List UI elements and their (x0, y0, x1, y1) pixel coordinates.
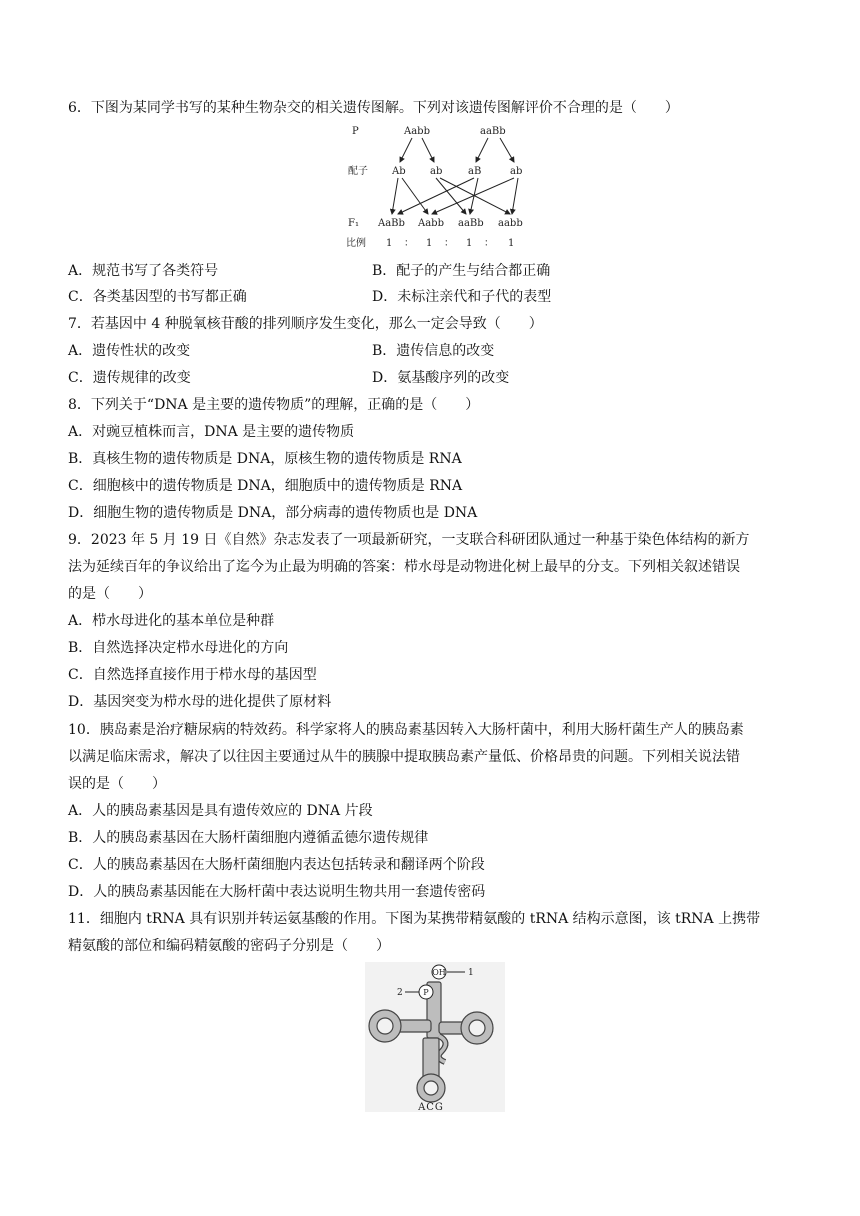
q9-stem-line-3: 的是（ ） (68, 586, 152, 602)
f1-aaBb: aaBb (458, 218, 484, 229)
q10-option-c: C．人的胰岛素基因在大肠杆菌细胞内表达包括转录和翻译两个阶段 (68, 857, 485, 873)
cross-diagram-svg (340, 122, 530, 252)
ratio-3: 1 (466, 238, 473, 249)
gamete-ab-1: ab (430, 166, 443, 177)
q8-option-c: C．细胞核中的遗传物质是 DNA，细胞质中的遗传物质是 RNA (68, 478, 463, 494)
gamete-ab-2: ab (510, 166, 523, 177)
q10-stem-line-2: 以满足临床需求，解决了以往因主要通过从牛的胰腺中提取胰岛素产量低、价格昂贵的问题。下列相关说法错 (68, 749, 740, 765)
ratio-1: 1 (386, 238, 393, 249)
q10-option-d: D．人的胰岛素基因能在大肠杆菌中表达说明生物共用一套遗传密码 (68, 884, 486, 900)
q6-stem: 6．下图为某同学书写的某种生物杂交的相关遗传图解。下列对该遗传图解评价不合理的是（ ） (68, 100, 679, 116)
cross-diagram (340, 122, 530, 252)
f1-Aabb: Aabb (418, 218, 444, 229)
cross-arrows (392, 138, 518, 214)
q8-option-d: D．细胞生物的遗传物质是 DNA，部分病毒的遗传物质也是 DNA (68, 505, 478, 521)
q7-option-c: C．遗传规律的改变 (68, 370, 191, 386)
q9-option-a: A．栉水母进化的基本单位是种群 (68, 613, 275, 629)
q9-option-d: D．基因突变为栉水母的进化提供了原材料 (68, 694, 332, 710)
anticodon-label: ACG (418, 1102, 444, 1112)
q10-stem-line-3: 误的是（ ） (68, 776, 166, 792)
ratio-sep-3: ： (484, 238, 494, 249)
trna-diagram (365, 962, 505, 1112)
phosphate-marker (419, 985, 433, 999)
q8-option-a: A．对豌豆植株而言，DNA 是主要的遗传物质 (68, 424, 355, 440)
ratio-sep-2: ： (444, 238, 454, 249)
q11-stem-line-2: 精氨酸的部位和编码精氨酸的密码子分别是（ ） (68, 938, 390, 954)
q6-option-d: D．未标注亲代和子代的表型 (372, 289, 552, 305)
oh-marker (432, 965, 446, 979)
q8-option-b: B．真核生物的遗传物质是 DNA，原核生物的遗传物质是 RNA (68, 451, 462, 467)
ratio-4: 1 (508, 238, 515, 249)
ratio-2: 1 (426, 238, 433, 249)
oh-label: OH (432, 968, 446, 977)
q10-option-a: A．人的胰岛素基因是具有遗传效应的 DNA 片段 (68, 803, 373, 819)
parent1-genotype: Aabb (404, 126, 430, 137)
q10-stem-line-1: 10．胰岛素是治疗糖尿病的特效药。科学家将人的胰岛素基因转入大肠杆菌中，利用大肠杆菌生产人的胰岛素 (68, 722, 744, 738)
p-label: P (352, 126, 359, 137)
q6-option-a: A．规范书写了各类符号 (68, 263, 219, 279)
label-1: 1 (468, 968, 474, 978)
q10-option-b: B．人的胰岛素基因在大肠杆菌细胞内遵循孟德尔遗传规律 (68, 830, 429, 846)
f1-aabb: aabb (498, 218, 523, 229)
parent2-genotype: aaBb (480, 126, 506, 137)
q6-option-b: B．配子的产生与结合都正确 (372, 263, 551, 279)
q9-option-c: C．自然选择直接作用于栉水母的基因型 (68, 667, 317, 683)
q9-option-b: B．自然选择决定栉水母进化的方向 (68, 640, 289, 656)
ratio-sep-1: ： (404, 238, 414, 249)
q8-stem: 8．下列关于“DNA 是主要的遗传物质”的理解，正确的是（ ） (68, 397, 480, 413)
q11-stem-line-1: 11．细胞内 tRNA 具有识别并转运氨基酸的作用。下图为某携带精氨酸的 tRNA 结构示意图，该 tRNA 上携带 (68, 911, 761, 927)
p-label: P (423, 988, 429, 997)
f1-AaBb: AaBb (378, 218, 405, 229)
q7-stem: 7．若基因中 4 种脱氧核苷酸的排列顺序发生变化，那么一定会导致（ ） (68, 316, 543, 332)
gamete-label: 配子 (348, 166, 368, 177)
q9-stem-line-2: 法为延续百年的争议给出了迄今为止最为明确的答案：栉水母是动物进化树上最早的分支。下列相关叙述错误 (68, 559, 740, 575)
f1-label: F₁ (348, 218, 359, 229)
q6-option-c: C．各类基因型的书写都正确 (68, 289, 247, 305)
ratio-label: 比例 (346, 238, 366, 249)
q9-stem-line-1: 9．2023 年 5 月 19 日《自然》杂志发表了一项最新研究，一支联合科研团队通过一种基于染色体结构的新方 (68, 532, 750, 548)
q7-option-d: D．氨基酸序列的改变 (372, 370, 510, 386)
label-2: 2 (397, 988, 403, 998)
q7-option-b: B．遗传信息的改变 (372, 343, 495, 359)
gamete-aB: aB (468, 166, 482, 177)
q7-option-a: A．遗传性状的改变 (68, 343, 191, 359)
gamete-Ab: Ab (392, 166, 406, 177)
trna-diagram-svg (365, 962, 505, 1112)
